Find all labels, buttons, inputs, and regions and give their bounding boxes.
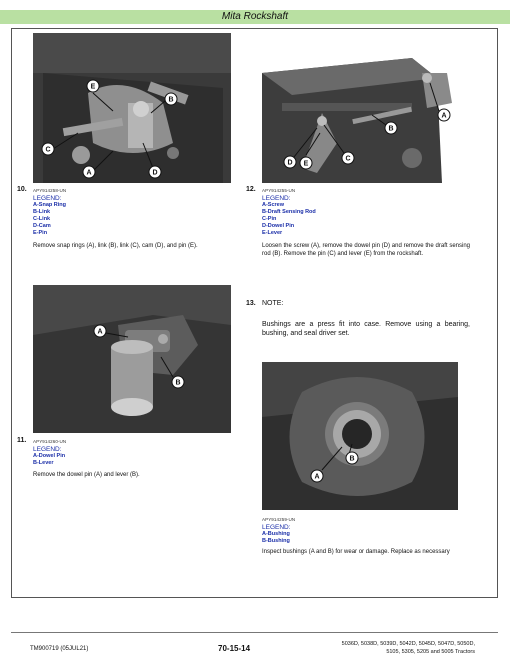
step-13-legend bbox=[262, 524, 291, 545]
svg-text:E: E bbox=[303, 160, 309, 168]
step-12-illustration bbox=[262, 33, 458, 183]
svg-text:B: B bbox=[175, 379, 181, 387]
legend-item: C-Link bbox=[33, 216, 51, 222]
step-10-number: 10. bbox=[17, 186, 27, 193]
step-11-number: 11. bbox=[17, 437, 27, 444]
legend-item: A-Snap Ring bbox=[33, 202, 66, 208]
svg-text:C: C bbox=[345, 155, 351, 163]
svg-text:B: B bbox=[168, 96, 174, 104]
step-11-instruction: Remove the dowel pin (A) and lever (B). bbox=[33, 472, 140, 478]
step-13-illustration bbox=[262, 362, 458, 510]
svg-text:B: B bbox=[349, 455, 355, 463]
step-11-photo bbox=[33, 285, 231, 433]
step-11-caption-id: APY914260-UN bbox=[33, 439, 67, 444]
svg-text:A: A bbox=[86, 169, 92, 177]
step-12-caption-id: APY914255-UN bbox=[262, 188, 296, 193]
legend-item: D-Dowel Pin bbox=[262, 223, 295, 229]
svg-text:D: D bbox=[287, 159, 293, 167]
legend-item: A-Bushing bbox=[262, 531, 290, 537]
step-13-note-label: NOTE: bbox=[262, 300, 284, 307]
footer-models-line-1: 5036D, 5038D, 5039D, 5042D, 5045D, 5047D, 5050D, bbox=[341, 641, 475, 647]
legend-item: E-Pin bbox=[33, 230, 48, 236]
footer-models-line-2: 5105, 5305, 5205 and 5005 Tractors bbox=[386, 649, 475, 655]
step-13-note-text: Bushings are a press fit into case. Remove using a bearing, bushing, and seal driver set. bbox=[262, 321, 470, 337]
svg-text:A: A bbox=[97, 328, 103, 336]
svg-text:C: C bbox=[45, 146, 51, 154]
step-12-legend bbox=[262, 195, 316, 237]
legend-item: B-Link bbox=[33, 209, 51, 215]
legend-item: B-Lever bbox=[33, 460, 54, 466]
step-12-number: 12. bbox=[246, 186, 256, 193]
footer-page-number: 70-15-14 bbox=[218, 644, 251, 653]
legend-item: E-Lever bbox=[262, 230, 283, 236]
step-13-number: 13. bbox=[246, 300, 256, 307]
step-12-photo bbox=[262, 33, 458, 183]
footer-models bbox=[300, 640, 475, 656]
legend-item: B-Bushing bbox=[262, 538, 290, 544]
legend-item: D-Cam bbox=[33, 223, 51, 229]
svg-text:A: A bbox=[441, 112, 447, 120]
step-10-legend bbox=[33, 195, 66, 237]
legend-item: C-Pin bbox=[262, 216, 277, 222]
step-10-instruction: Remove snap rings (A), link (B), link (C), cam (D), and pin (E). bbox=[33, 243, 198, 249]
legend-title: LEGEND: bbox=[33, 195, 62, 202]
legend-title: LEGEND: bbox=[262, 195, 291, 202]
legend-item: A-Dowel Pin bbox=[33, 453, 66, 459]
svg-text:B: B bbox=[388, 125, 394, 133]
page-header-title: Mita Rockshaft bbox=[221, 11, 289, 22]
step-11-illustration bbox=[33, 285, 231, 433]
svg-text:E: E bbox=[90, 83, 96, 91]
step-11-legend bbox=[33, 446, 65, 467]
svg-text:D: D bbox=[152, 169, 158, 177]
legend-item: B-Draft Sensing Rod bbox=[262, 209, 316, 215]
step-10-illustration bbox=[33, 33, 231, 183]
legend-item: A-Screw bbox=[262, 202, 285, 208]
step-10-caption-id: APY914258-UN bbox=[33, 188, 67, 193]
step-10-photo bbox=[33, 33, 231, 183]
step-13-caption-id: APY914259-UN bbox=[262, 517, 296, 522]
footer-doc-code: TM900719 (05JUL21) bbox=[30, 646, 89, 652]
step-13-photo bbox=[262, 362, 458, 510]
footer-rule bbox=[11, 632, 498, 633]
svg-text:A: A bbox=[314, 473, 320, 481]
legend-title: LEGEND: bbox=[33, 446, 62, 453]
step-13-instruction: Inspect bushings (A and B) for wear or damage. Replace as necessary bbox=[262, 549, 450, 555]
step-12-instruction: Loosen the screw (A), remove the dowel pin (D) and remove the draft sensing rod (B). Remove the pin (C) and lever (E) from the rockshaft. bbox=[262, 243, 470, 257]
legend-title: LEGEND: bbox=[262, 524, 291, 531]
